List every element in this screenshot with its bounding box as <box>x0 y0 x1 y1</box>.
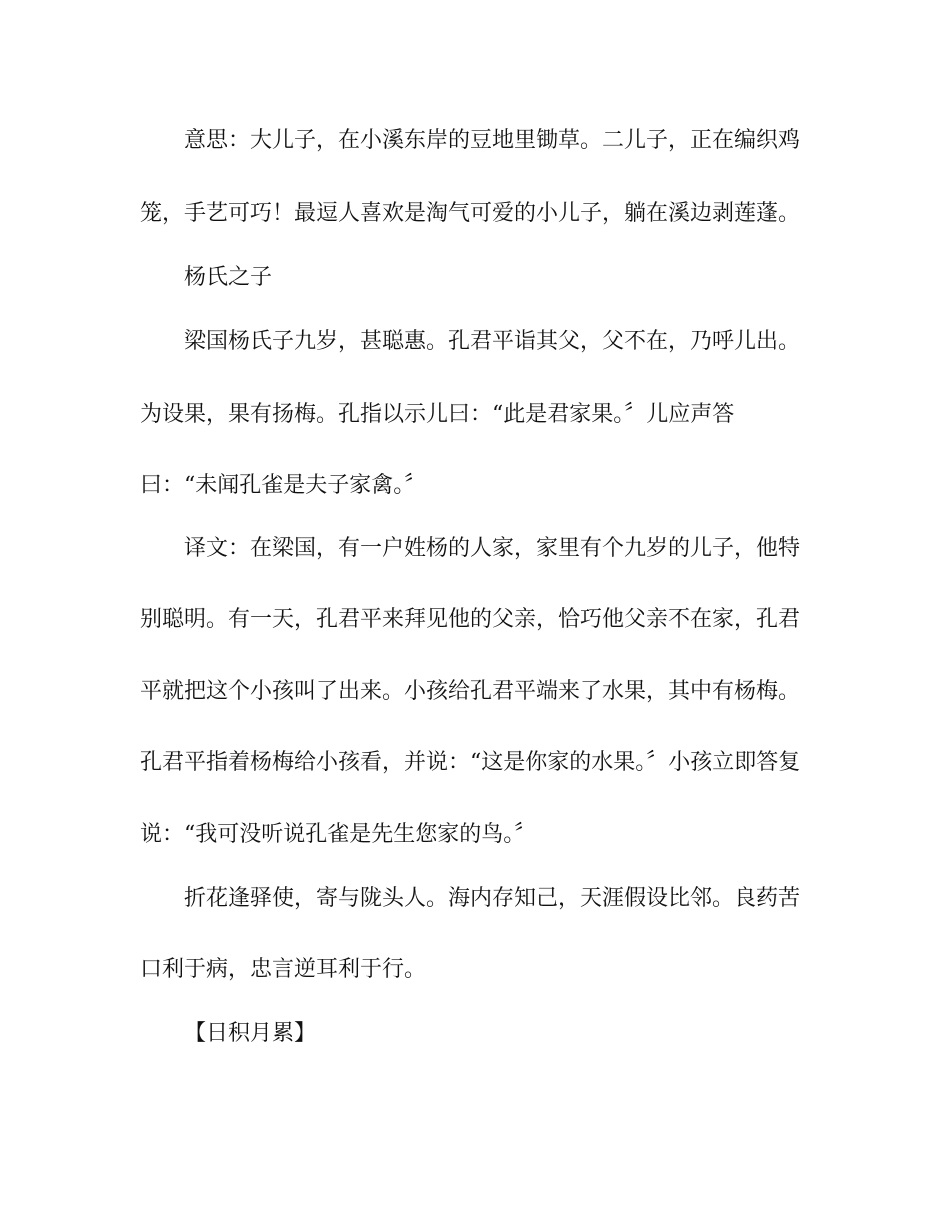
classical-text-line-3: 曰：“未闻孔雀是夫子家禽。〞 <box>140 473 427 498</box>
translation-line-1: 译文：在梁国，有一户姓杨的人家，家里有个九岁的儿子，他特 <box>184 536 801 561</box>
translation-line-4: 孔君平指着杨梅给小孩看，并说：“这是你家的水果。〞小孩立即答复 <box>140 750 801 775</box>
classical-text-line-2: 为设果，果有扬梅。孔指以示儿曰：“此是君家果。〞儿应声答 <box>140 402 735 427</box>
section-title-yang-shi-zhi-zi: 杨氏之子 <box>184 265 273 290</box>
paragraph-meaning-line-2: 笼，手艺可巧！最逗人喜欢是淘气可爱的小儿子，躺在溪边剥莲蓬。 <box>140 201 801 226</box>
proverbs-line-1: 折花逢驿使，寄与陇头人。海内存知己，天涯假设比邻。良药苦 <box>184 886 801 911</box>
translation-line-3: 平就把这个小孩叫了出来。小孩给孔君平端来了水果，其中有杨梅。 <box>140 679 801 704</box>
paragraph-meaning-line-1: 意思：大儿子，在小溪东岸的豆地里锄草。二儿子，正在编织鸡 <box>184 128 801 153</box>
translation-line-2: 别聪明。有一天，孔君平来拜见他的父亲，恰巧他父亲不在家，孔君 <box>140 607 801 632</box>
classical-text-line-1: 梁国杨氏子九岁，甚聪惠。孔君平诣其父，父不在，乃呼儿出。 <box>184 329 801 354</box>
section-heading-ri-ji-yue-lei: 【日积月累】 <box>184 1021 317 1046</box>
proverbs-line-2: 口利于病，忠言逆耳利于行。 <box>140 957 427 982</box>
translation-line-5: 说：“我可没听说孔雀是先生您家的鸟。〞 <box>140 822 537 847</box>
